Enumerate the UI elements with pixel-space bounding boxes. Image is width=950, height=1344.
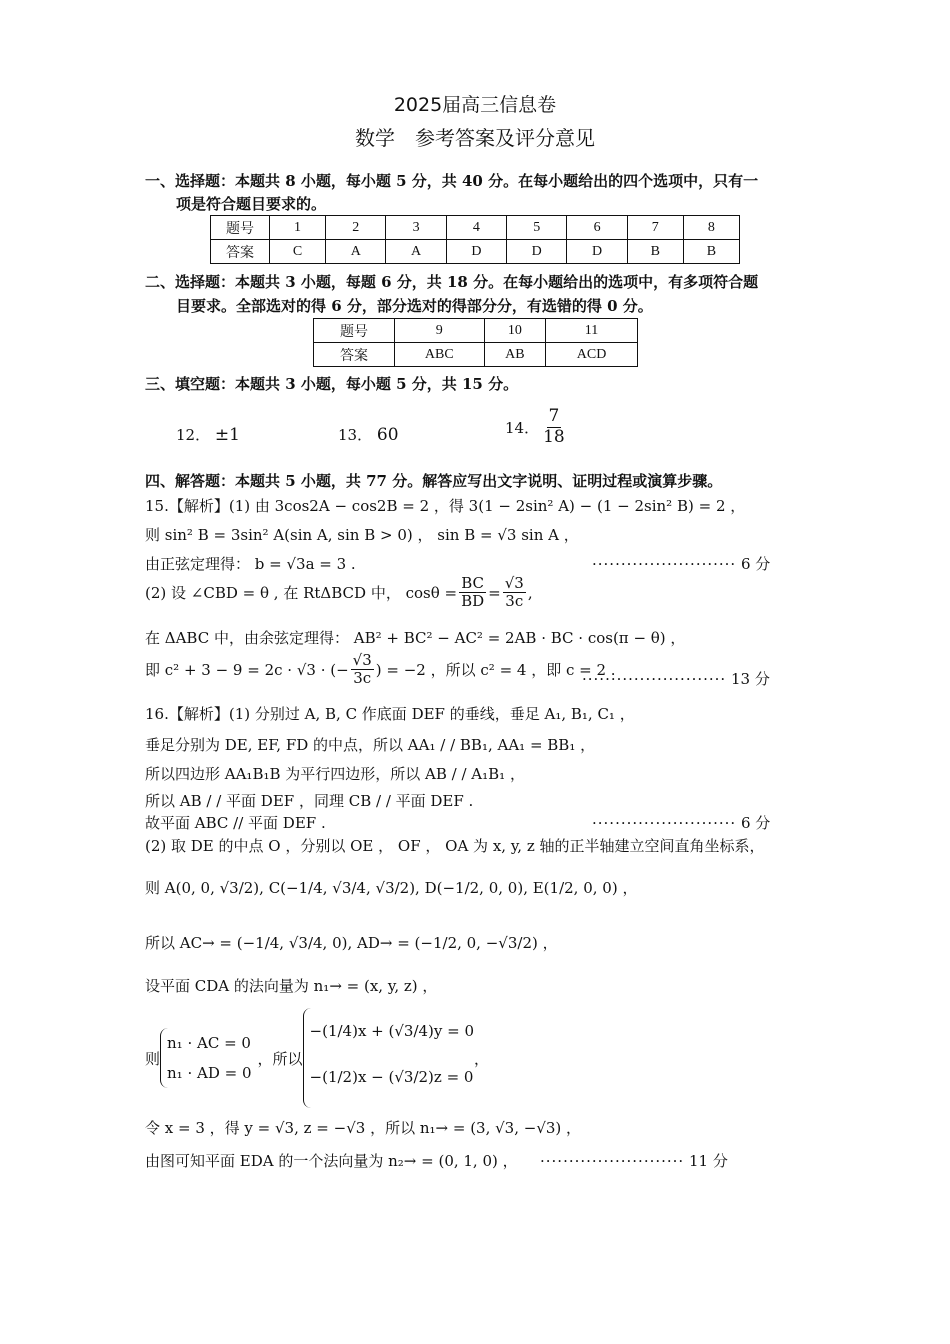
title-line-2: 数学 参考答案及评分意见 — [355, 126, 595, 150]
leader-dots: ························· — [540, 1152, 685, 1170]
q15-line-2: 则 sin² B = 3sin² A(sin A, sin B > 0) ， sin B = √3 sin A ， — [145, 526, 579, 544]
score-value: 6 分 — [740, 555, 771, 573]
answer-cell: D — [567, 240, 627, 264]
q16-line-7: 则 A(0, 0, √3/2), C(−1/4, √3/4, √3/2), D(−1/2, 0, 0), E(1/2, 0, 0) ， — [145, 879, 638, 897]
q12-answer-line — [176, 424, 240, 445]
section1-heading-b: 项是符合题目要求的。 — [176, 195, 327, 213]
score-value: 11 分 — [688, 1152, 728, 1170]
question-number: 2 — [326, 216, 386, 240]
row-label: 题号 — [314, 319, 395, 343]
section2-heading-b: 目要求。全部选对的得 6 分，部分选对的得部分分，有选错的得 0 分。 — [176, 297, 653, 315]
system-eq-4: −(1/2)x − (√3/2)z = 0 — [309, 1068, 474, 1086]
question-number: 6 — [567, 216, 627, 240]
question-number: 3 — [386, 216, 446, 240]
answer-cell: ABC — [395, 343, 485, 367]
q16-line-10 — [145, 1008, 489, 1108]
question-number: 11 — [546, 319, 638, 343]
denominator: 3c — [505, 592, 524, 611]
q15-line-4-text: (2) 设 ∠CBD = θ , 在 RtΔBCD 中， cosθ = — [145, 584, 458, 603]
question-number: 9 — [395, 319, 485, 343]
denominator: 3c — [353, 669, 372, 688]
numerator: √3 — [352, 651, 372, 669]
q15-line-6-text-b: ) = −2 ，所以 c² = 4 ，即 c = 2 . — [375, 661, 616, 680]
section1-answer-table — [210, 215, 740, 264]
answer-cell: AB — [484, 343, 546, 367]
question-number: 10 — [484, 319, 546, 343]
row-label: 答案 — [211, 240, 270, 264]
denominator: BD — [461, 592, 485, 611]
q16-line-10-mid: ，所以 — [257, 1049, 303, 1068]
q14-fraction — [541, 407, 567, 447]
question-number: 8 — [683, 216, 739, 240]
section4-heading: 四、解答题：本题共 5 小题，共 77 分。解答应写出文字说明、证明过程或演算步骤。 — [145, 472, 723, 490]
answer-cell: A — [386, 240, 446, 264]
q15-line-3: 由正弦定理得： b = √3a = 3 . — [145, 555, 356, 573]
answer-cell: B — [683, 240, 739, 264]
q12-answer: ±1 — [214, 425, 240, 445]
equals-sign: = — [488, 583, 501, 602]
answer-cell: C — [270, 240, 326, 264]
q14-answer-line — [505, 407, 569, 447]
question-number: 1 — [270, 216, 326, 240]
table-row-answers — [314, 343, 638, 367]
q16-line-1: 16.【解析】(1) 分别过 A, B, C 作底面 DEF 的垂线，垂足 A₁, B₁, C₁ ， — [145, 705, 635, 723]
question-number: 5 — [507, 216, 567, 240]
q16-line-8: 所以 AC→ = (−1/4, √3/4, 0), AD→ = (−1/2, 0, −√3/2) ， — [145, 934, 558, 952]
question-number: 4 — [446, 216, 506, 240]
leader-dots: ························· — [592, 555, 737, 573]
q15-line-5: 在 ΔABC 中，由余弦定理得： AB² + BC² − AC² = 2AB · BC · cos(π − θ) ， — [145, 629, 686, 647]
system-brace-1 — [160, 1028, 252, 1088]
q13-answer: 60 — [376, 425, 399, 445]
row-label: 题号 — [211, 216, 270, 240]
section2-answer-table — [313, 318, 638, 367]
q16-score-1 — [592, 812, 770, 833]
answer-cell: D — [446, 240, 506, 264]
answer-cell: A — [326, 240, 386, 264]
q16-line-10-prefix: 则 — [145, 1049, 161, 1068]
answer-cell: B — [627, 240, 683, 264]
answer-cell: D — [507, 240, 567, 264]
system-brace-2 — [303, 1008, 475, 1108]
q15-score-2 — [582, 668, 770, 689]
system-eq-2: n₁ · AD = 0 — [167, 1064, 252, 1082]
section2-heading-a: 二、选择题：本题共 3 小题，每题 6 分，共 18 分。在每小题给出的选项中，有多项符合题 — [145, 273, 759, 291]
score-value: 13 分 — [730, 670, 770, 688]
system-eq-3: −(1/4)x + (√3/4)y = 0 — [309, 1022, 475, 1040]
q15-line-6 — [145, 652, 616, 688]
numerator: BC — [461, 574, 484, 592]
q16-line-5: 故平面 ABC // 平面 DEF . — [145, 814, 326, 832]
fraction-sqrt3-3c — [351, 652, 374, 688]
q16-line-4: 所以 AB / / 平面 DEF ，同理 CB / / 平面 DEF . — [145, 792, 474, 810]
section1-heading-a: 一、选择题：本题共 8 小题，每小题 5 分，共 40 分。在每小题给出的四个选项中，只有一 — [145, 172, 759, 190]
row-label: 答案 — [314, 343, 395, 367]
leader-dots: ························· — [592, 814, 737, 832]
numerator: √3 — [504, 574, 524, 592]
q15-line-1: 15.【解析】(1) 由 3cos2A − cos2B = 2 ，得 3(1 − 2sin² A) − (1 − 2sin² B) = 2 ， — [145, 497, 746, 515]
q13-label: 13． — [338, 426, 373, 444]
q16-line-11: 令 x = 3 ，得 y = √3, z = −√3 ，所以 n₁→ = (3, √3, −√3) ， — [145, 1119, 582, 1137]
table-row-questions — [211, 216, 740, 240]
section3-heading: 三、填空题：本题共 3 小题，每小题 5 分，共 15 分。 — [145, 375, 519, 393]
question-number: 7 — [627, 216, 683, 240]
table-row-questions — [314, 319, 638, 343]
q14-numerator: 7 — [548, 406, 560, 426]
table-row-answers — [211, 240, 740, 264]
q16-line-10-end: ， — [474, 1049, 490, 1068]
score-value: 6 分 — [740, 814, 771, 832]
q16-score-2 — [540, 1150, 728, 1171]
fraction-sqrt3-3c — [503, 575, 526, 611]
q15-score-1 — [592, 553, 770, 574]
q15-line-4 — [145, 575, 533, 611]
q16-line-2: 垂足分别为 DE, EF, FD 的中点，所以 AA₁ / / BB₁, AA₁ = BB₁ ， — [145, 736, 596, 754]
system-eq-1: n₁ · AC = 0 — [167, 1034, 251, 1052]
leader-dots: ························· — [582, 670, 727, 688]
comma: , — [527, 583, 533, 602]
q16-line-12: 由图可知平面 EDA 的一个法向量为 n₂→ = (0, 1, 0) ， — [145, 1152, 518, 1170]
fraction-bc-bd — [459, 575, 486, 611]
q16-line-9: 设平面 CDA 的法向量为 n₁→ = (x, y, z) ， — [145, 977, 438, 995]
q16-line-3: 所以四边形 AA₁B₁B 为平行四边形，所以 AB / / A₁B₁ ， — [145, 765, 525, 783]
q16-line-6: (2) 取 DE 的中点 O ，分别以 OE ， OF ， OA 为 x, y, z 轴的正半轴建立空间直角坐标系， — [145, 837, 765, 855]
q14-label: 14． — [505, 418, 540, 437]
answer-cell: ACD — [546, 343, 638, 367]
title-line-1: 2025届高三信息卷 — [393, 94, 557, 116]
q12-label: 12． — [176, 426, 211, 444]
q14-denominator: 18 — [543, 426, 565, 447]
q13-answer-line — [338, 424, 399, 445]
q15-line-6-text-a: 即 c² + 3 − 9 = 2c · √3 · (− — [145, 661, 349, 680]
